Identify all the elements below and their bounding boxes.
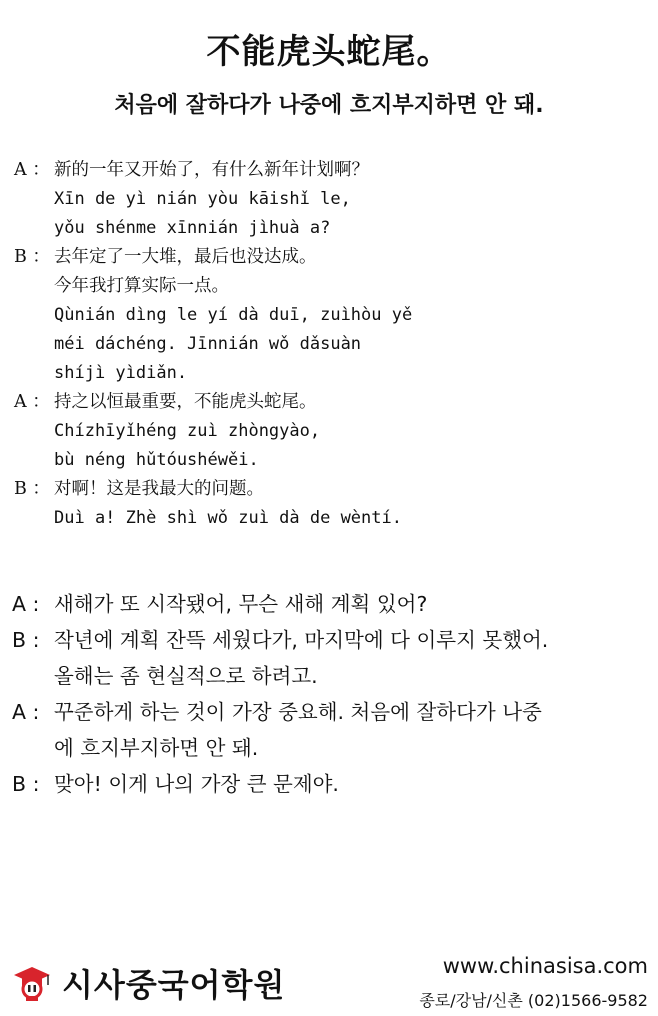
footer-brand [12,960,285,1006]
korean-line: 꾸준하게 하는 것이 가장 중요해. 처음에 잘하다가 나중 [54,700,542,724]
speaker-label: B : [12,628,40,652]
dialogue-turn [12,622,652,694]
speaker-label: B ： [14,479,50,499]
korean-line: 에 흐지부지하면 안 돼. [54,736,259,760]
dialogue-turn [14,156,644,243]
dialogue-turn [14,475,644,533]
pinyin-line: bù néng hǔtóushéwěi. [54,450,259,470]
korean-line: 올해는 좀 현실적으로 하려고. [54,664,318,688]
pinyin-line: Xīn de yì nián yòu kāishǐ le, [54,189,351,209]
hanzi-line: 持之以恒最重要，不能虎头蛇尾。 [54,392,317,412]
brand-name: 시사중국어학원 [62,966,286,1004]
dialogue-turn [12,766,652,802]
page-title-chinese: 不能虎头蛇尾。 [206,32,452,72]
speaker-label: B : [12,772,40,796]
hanzi-line: 去年定了一大堆，最后也没达成。 [54,247,317,267]
pinyin-line: Duì a! Zhè shì wǒ zuì dà de wèntí. [54,508,402,528]
speaker-label: A ： [14,392,50,412]
speaker-label: B ： [14,247,50,267]
speaker-label: A : [12,592,40,616]
dialogue-turn [14,243,644,388]
chinese-dialogue [14,156,644,533]
pinyin-line: Chízhīyǐhéng zuì zhòngyào, [54,421,321,441]
speaker-label: A ： [14,160,50,180]
hanzi-line: 对啊！这是我最大的问题。 [54,479,264,499]
dialogue-turn [12,694,652,766]
korean-dialogue [12,586,652,802]
branch-contact: 종로/강남/신촌 (02)1566-9582 [419,991,648,1010]
hanzi-line: 今年我打算实际一点。 [54,276,229,296]
korean-line: 작년에 계획 잔뜩 세웠다가, 마지막에 다 이루지 못했어. [54,628,549,652]
pinyin-line: shíjì yìdiǎn. [54,363,188,383]
pinyin-line: yǒu shénme xīnnián jìhuà a? [54,218,331,238]
pinyin-line: méi dáchéng. Jīnnián wǒ dǎsuàn [54,334,362,354]
website-link[interactable]: www.chinasisa.com [442,954,648,978]
pinyin-line: Qùnián dìng le yí dà duī, zuìhòu yě [54,305,413,325]
graduation-cap-logo-icon [12,963,52,1003]
hanzi-line: 新的一年又开始了，有什么新年计划啊？ [54,160,369,180]
dialogue-turn [14,388,644,475]
speaker-label: A : [12,700,40,724]
korean-line: 맞아! 이게 나의 가장 큰 문제야. [54,772,339,796]
dialogue-turn [12,586,652,622]
korean-line: 새해가 또 시작됐어, 무슨 새해 계획 있어? [54,592,428,616]
page-title-korean: 처음에 잘하다가 나중에 흐지부지하면 안 돼. [114,93,544,118]
